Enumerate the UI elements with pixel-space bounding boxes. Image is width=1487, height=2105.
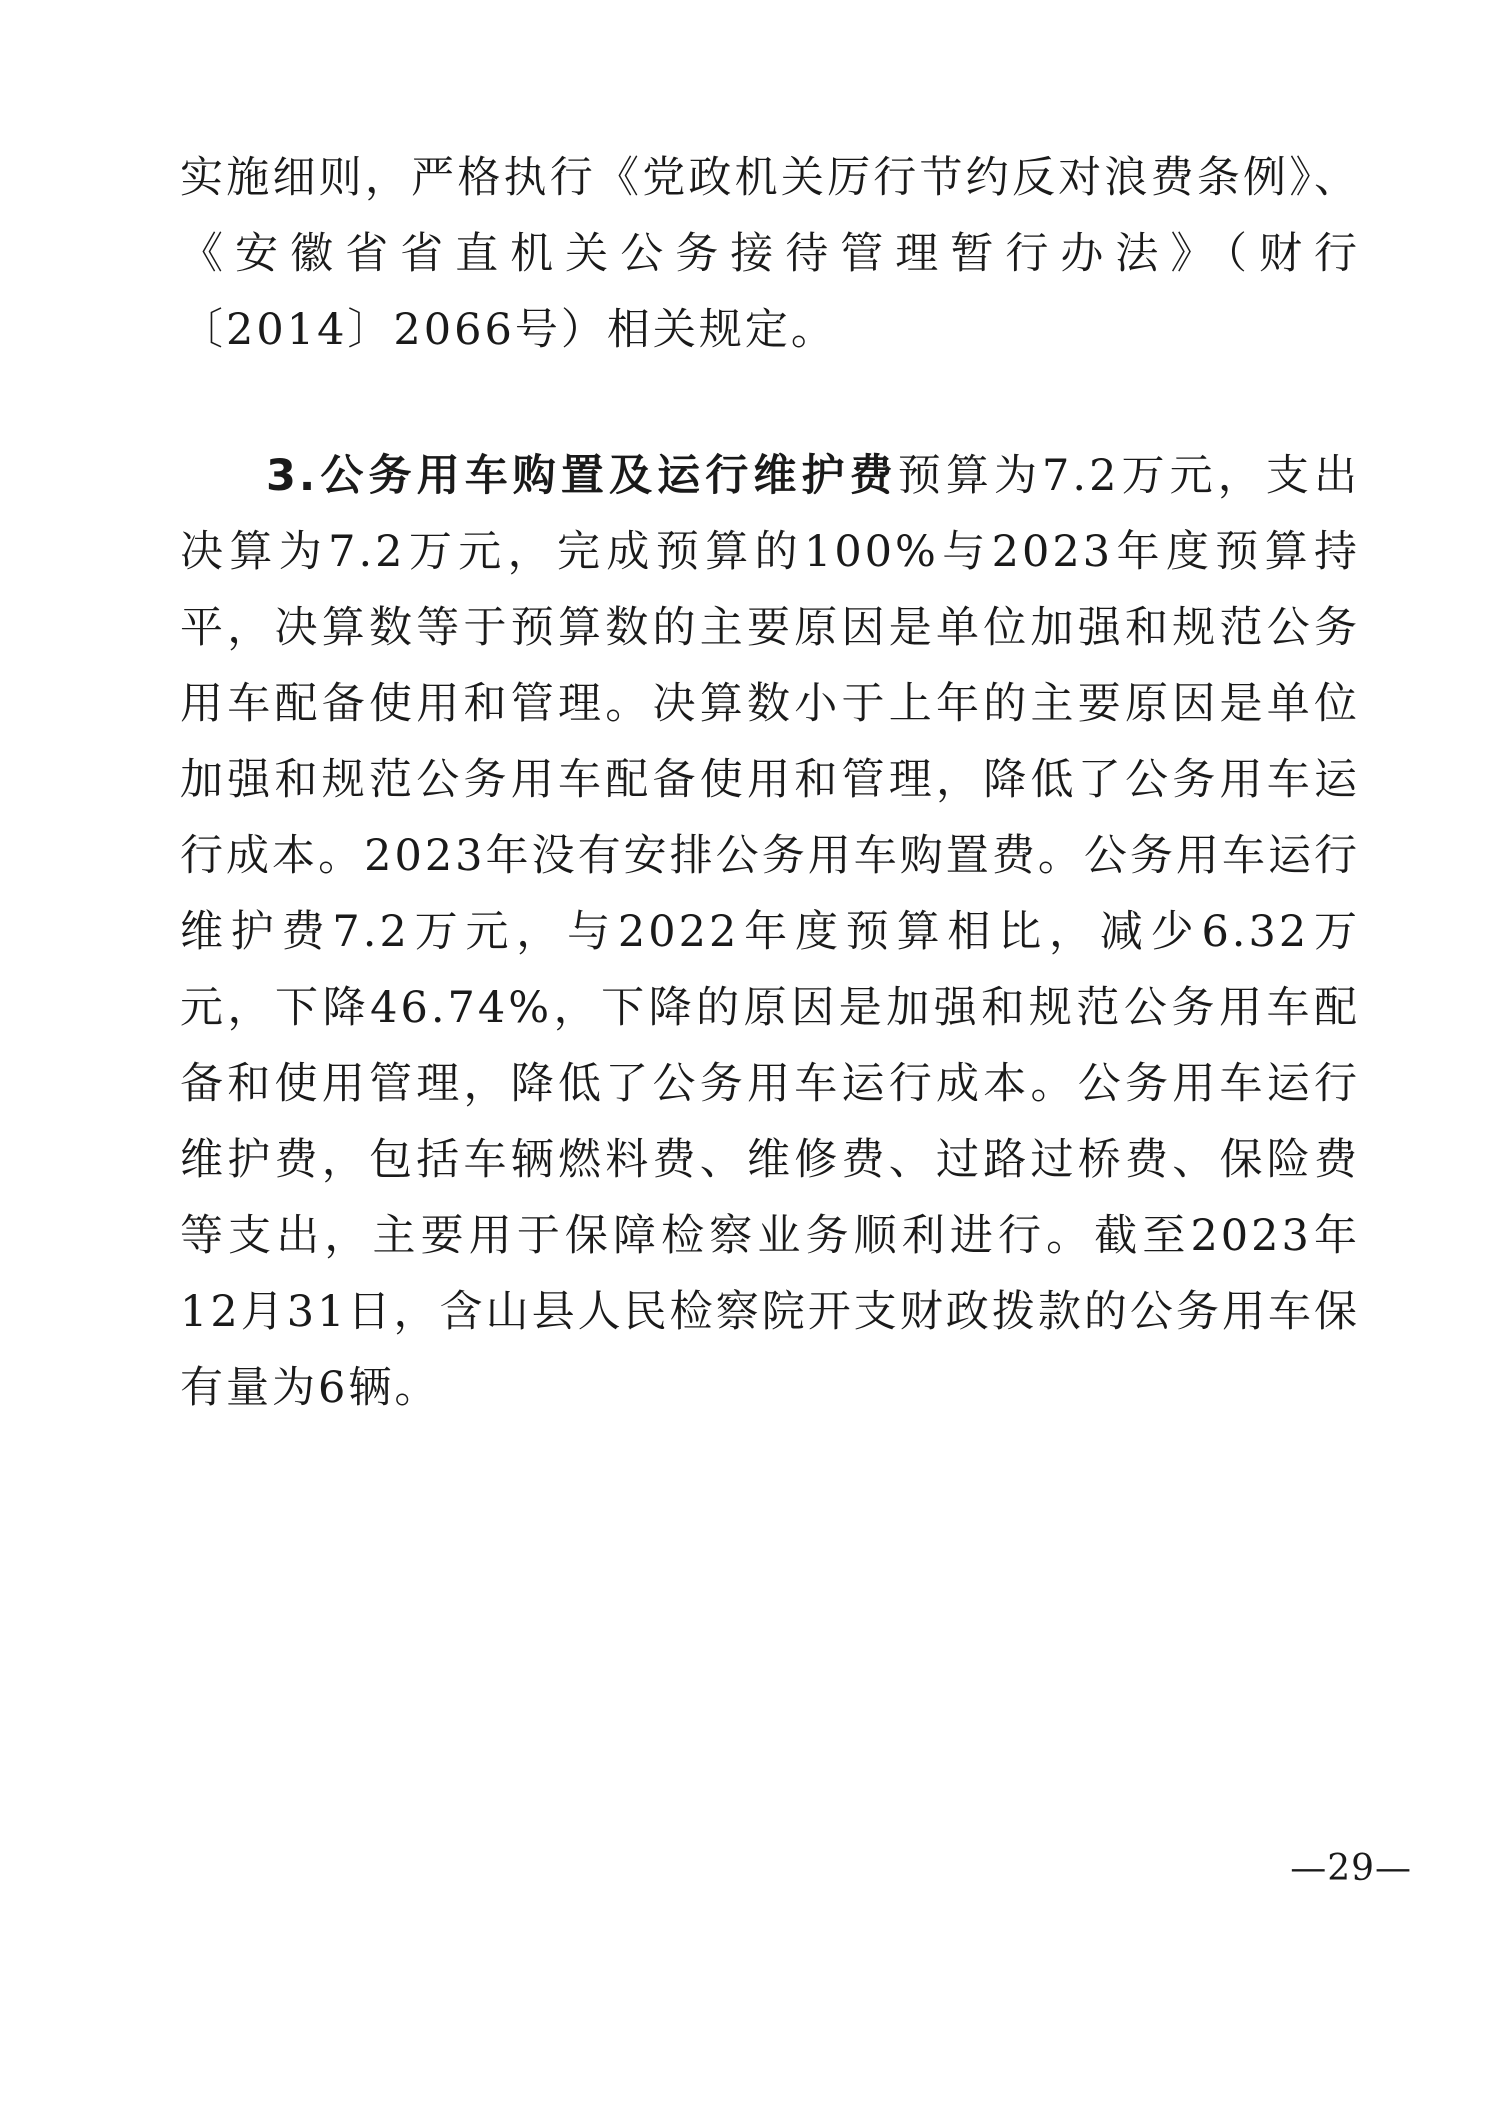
- page-number: —29—: [1290, 1848, 1412, 1889]
- paragraph-lead-heading: 3.公务用车购置及运行维护费: [266, 451, 898, 501]
- paragraph-continued-text: 实施细则，严格执行《党政机关厉行节约反对浪费条例》、《安徽省省直机关公务接待管理暂行办法》（财行〔2014〕2066号）相关规定。: [180, 153, 1360, 355]
- paragraph-vehicle-expenses: [180, 438, 1360, 1426]
- paragraph-body-text: 预算为7.2万元，支出决算为7.2万元，完成预算的100%与2023年度预算持平，决算数等于预算数的主要原因是单位加强和规范公务用车配备使用和管理。决算数小于上年的主要原因是单位加强和规范公务用车配备使用和管理，降低了公务用车运行成本。2023年没有安排公务用车购置费。公务用车运行维护费7.2万元，与2022年度预算相比，减少6.32万元，下降46.74%，下降的原因是加强和规范公务用车配备和使用管理，降低了公务用车运行成本。公务用车运行维护费，包括车辆燃料费、维修费、过路过桥费、保险费等支出，主要用于保障检察业务顺利进行。截至2023年12月31日，含山县人民检察院开支财政拨款的公务用车保有量为6辆。: [180, 451, 1360, 1413]
